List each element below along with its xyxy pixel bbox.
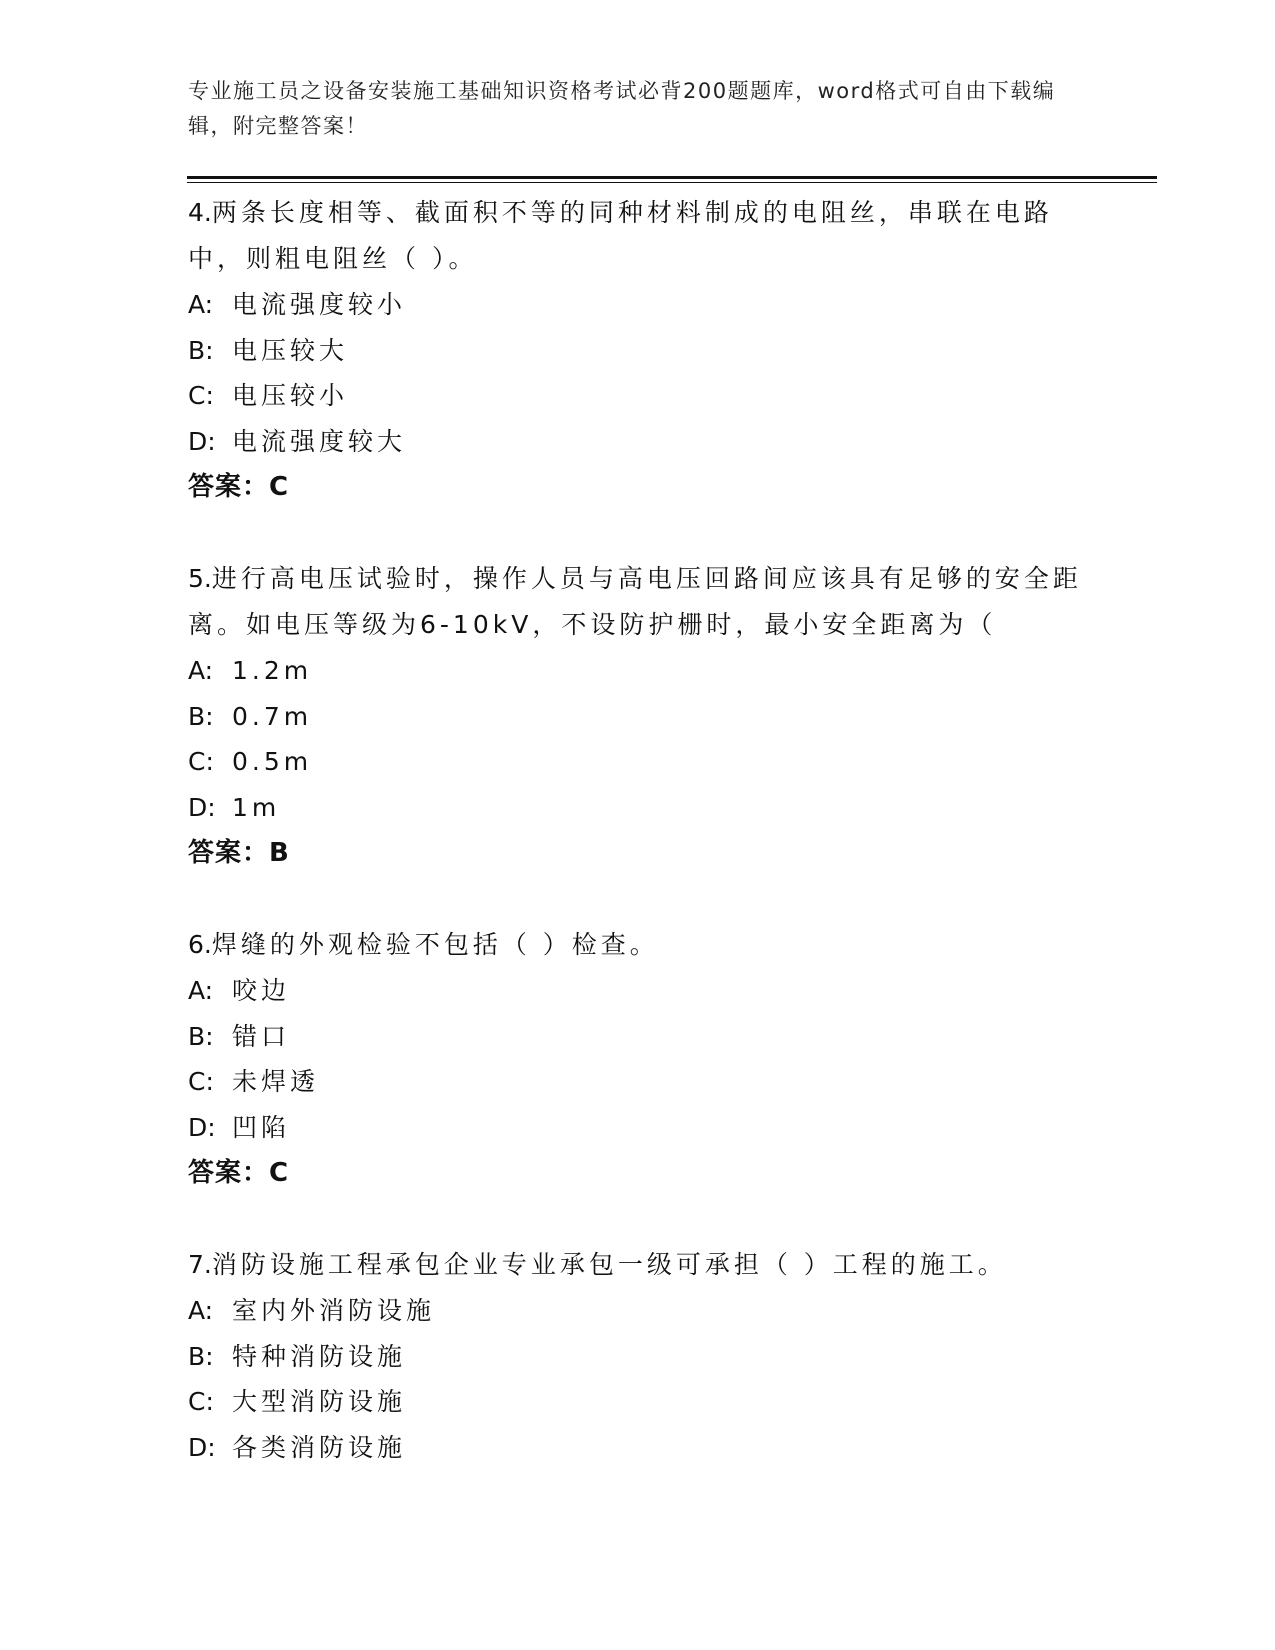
option-a [188, 1288, 1088, 1334]
option-text: 各类消防设施 [232, 1432, 407, 1462]
question-text [188, 190, 1088, 282]
option-key: A: [188, 290, 214, 319]
option-text: 咬边 [232, 976, 291, 1005]
option-c [188, 1379, 1088, 1425]
option-text: 未焊透 [232, 1067, 320, 1096]
option-key: A: [188, 976, 214, 1005]
option-text: 室内外消防设施 [232, 1296, 436, 1325]
option-text: 电压较小 [232, 381, 349, 410]
option-text: 特种消防设施 [232, 1341, 407, 1371]
question-text [188, 922, 1088, 968]
option-text: 1m [232, 792, 281, 822]
option-key: D: [188, 1112, 216, 1142]
question-list [188, 190, 1088, 1470]
option-key: A: [188, 1296, 214, 1325]
answer-line: 答案：C [188, 472, 290, 502]
question-number: 5. [188, 564, 212, 593]
option-key: B: [188, 701, 214, 731]
option-key: C: [188, 1067, 214, 1096]
option-key: B: [188, 335, 214, 365]
option-b [188, 1334, 1088, 1380]
option-key: B: [188, 1341, 214, 1371]
answer-line: 答案：C [188, 1158, 290, 1188]
question-stem: 进行高电压试验时，操作人员与高电压回路间应该具有足够的安全距离。如电压等级为6-10kV，不设防护栅时，最小安全距离为（ [188, 564, 1082, 639]
option-text: 0.5m [232, 747, 313, 776]
header-divider-thin [187, 182, 1157, 183]
question-stem: 两条长度相等、截面积不等的同种材料制成的电阻丝，串联在电路中，则粗电阻丝（ ）。 [188, 198, 1053, 273]
option-key: C: [188, 381, 214, 410]
option-c [188, 1059, 1088, 1105]
option-a [188, 648, 1088, 694]
option-key: C: [188, 1387, 214, 1416]
option-c [188, 373, 1088, 419]
option-text: 错口 [232, 1021, 291, 1051]
option-d [188, 419, 1088, 465]
option-key: D: [188, 792, 216, 822]
option-text: 电流强度较大 [232, 426, 407, 456]
question-text [188, 1242, 1088, 1288]
question-6 [188, 922, 1088, 1196]
question-4 [188, 190, 1088, 510]
option-text: 0.7m [232, 701, 313, 731]
option-key: C: [188, 747, 214, 776]
option-b [188, 1014, 1088, 1060]
question-stem: 消防设施工程承包企业专业承包一级可承担（ ）工程的施工。 [211, 1250, 1007, 1279]
question-stem: 焊缝的外观检验不包括（ ）检查。 [211, 930, 659, 959]
option-text: 凹陷 [232, 1112, 291, 1142]
option-d [188, 785, 1088, 831]
question-number: 6. [188, 930, 212, 959]
option-b [188, 328, 1088, 374]
option-c [188, 739, 1088, 785]
answer-line: 答案：B [188, 838, 290, 868]
option-text: 电流强度较小 [232, 290, 407, 319]
option-a [188, 968, 1088, 1014]
question-text [188, 556, 1088, 648]
option-d [188, 1105, 1088, 1151]
question-5 [188, 556, 1088, 876]
option-text: 1.2m [232, 656, 313, 685]
spacer [188, 876, 1088, 922]
option-key: B: [188, 1021, 214, 1051]
option-key: D: [188, 426, 216, 456]
option-a [188, 282, 1088, 328]
question-7 [188, 1242, 1088, 1470]
option-text: 大型消防设施 [232, 1387, 407, 1416]
option-key: A: [188, 656, 214, 685]
question-number: 4. [188, 198, 212, 227]
option-key: D: [188, 1432, 216, 1462]
spacer [188, 1196, 1088, 1242]
option-text: 电压较大 [232, 335, 349, 365]
spacer [188, 510, 1088, 556]
header-divider-thick [187, 176, 1157, 179]
document-header: 专业施工员之设备安装施工基础知识资格考试必背200题题库，word格式可自由下载编辑，附完整答案！ [188, 79, 1056, 138]
option-b [188, 694, 1088, 740]
question-number: 7. [188, 1250, 212, 1279]
option-d [188, 1425, 1088, 1471]
